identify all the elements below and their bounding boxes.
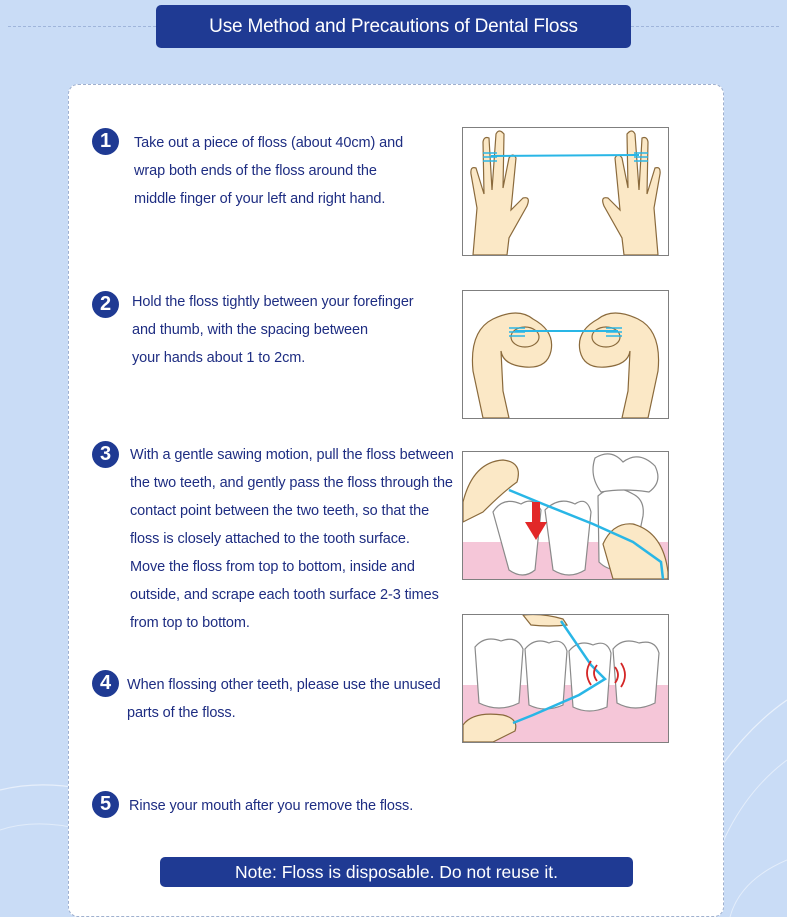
floss-between-teeth-illustration: [462, 451, 669, 580]
floss-other-teeth-illustration: [462, 614, 669, 743]
step-4-number: 4: [92, 670, 119, 697]
hands-wrap-floss-illustration: [462, 127, 669, 256]
step-4-text: When flossing other teeth, please use the unused parts of the floss.: [127, 677, 441, 721]
step-1-text: Take out a piece of floss (about 40cm) and wrap both ends of the floss around the middle finger of your left and right hand.: [134, 135, 404, 207]
note-banner: [160, 857, 633, 887]
step-3-number: 3: [92, 441, 119, 468]
step-1-number: 1: [92, 128, 119, 155]
step-5-number: 5: [92, 791, 119, 818]
page-title-banner: [156, 5, 631, 48]
step-3-text: With a gentle sawing motion, pull the floss between the two teeth, and gently pass the floss through the contact point between the two teeth, so that the floss is closely attached to the tooth surface. Move the floss from top to bottom, inside and outside, and scrape each tooth surface 2-3 times from top to bottom.: [130, 447, 454, 631]
header-rule-left: [8, 26, 156, 27]
header-rule-right: [631, 26, 779, 27]
step-2-number: 2: [92, 291, 119, 318]
step-2-text: Hold the floss tightly between your forefinger and thumb, with the spacing between your hands about 1 to 2cm.: [132, 294, 414, 366]
fingers-hold-floss-illustration: [462, 290, 669, 419]
note-text: Note: Floss is disposable. Do not reuse it.: [235, 861, 558, 882]
step-5-text: Rinse your mouth after you remove the floss.: [129, 798, 414, 814]
page-title: Use Method and Precautions of Dental Floss: [209, 15, 578, 37]
